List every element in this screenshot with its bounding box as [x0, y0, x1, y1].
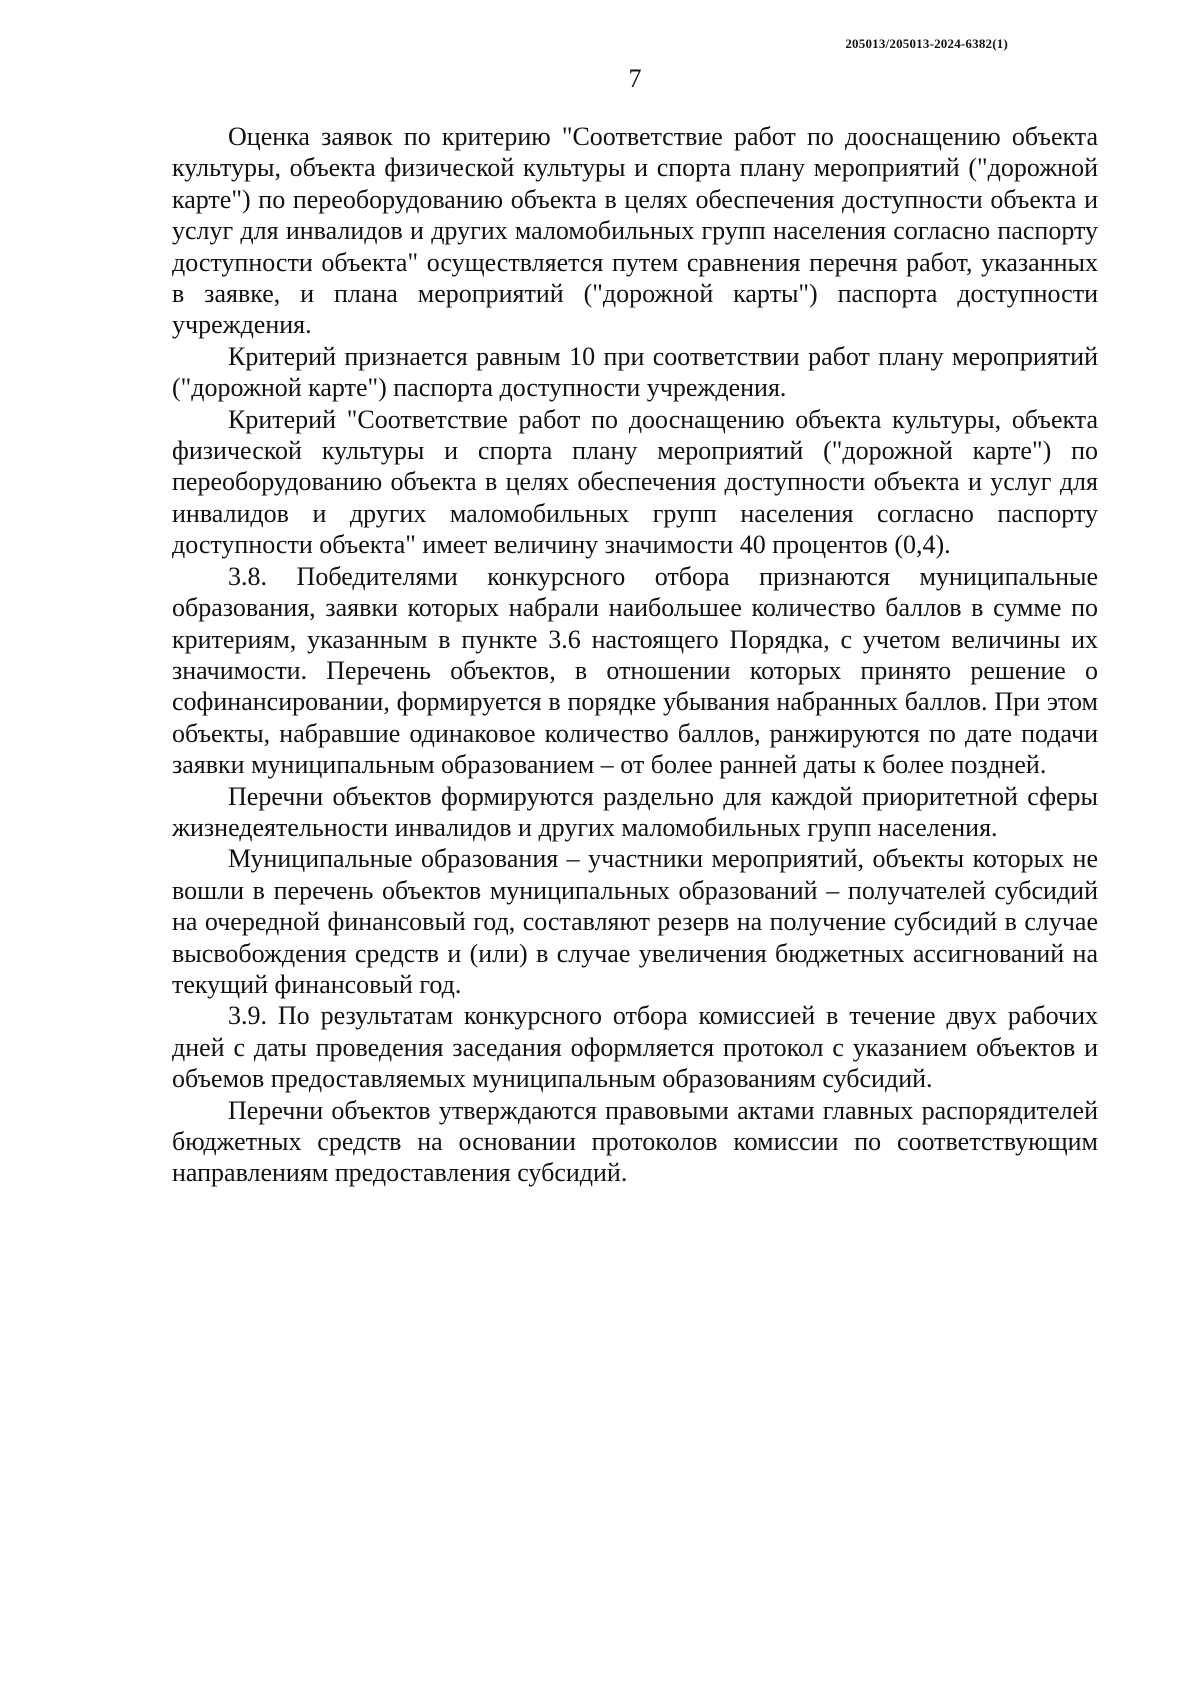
- paragraph-criterion-weight: Критерий "Соответствие работ по дооснащению объекта культуры, объекта физической культуры и спорта плану мероприятий ("дорожной карте") по переоборудованию объекта в целях обеспечения доступности объекта и услуг для инвалидов и других маломобильных групп населения согласно паспорту доступности объекта" имеет величину значимости 40 процентов (0,4).: [172, 404, 1098, 560]
- paragraph-criterion-value: Критерий признается равным 10 при соответствии работ плану мероприятий ("дорожной карте") паспорта доступности учреждения.: [172, 341, 1098, 403]
- paragraph-criterion-assessment: Оценка заявок по критерию "Соответствие работ по дооснащению объекта культуры, объекта физической культуры и спорта плану мероприятий ("дорожной карте") по переоборудованию объекта в целях обеспечения доступности объекта и услуг для инвалидов и других маломобильных групп населения согласно паспорту доступности объекта" осуществляется путем сравнения перечня работ, указанных в заявке, и плана мероприятий ("дорожной карты") паспорта доступности учреждения.: [172, 122, 1098, 340]
- paragraph-reserve: Муниципальные образования – участники мероприятий, объекты которых не вошли в перечень объектов муниципальных образований – получателей субсидий на очередной финансовый год, составляют резерв на получение субсидий в случае высвобождения средств и (или) в случае увеличения бюджетных ассигнований на текущий финансовый год.: [172, 844, 1098, 999]
- document-id: 205013/205013-2024-6382(1): [845, 36, 1008, 51]
- paragraph-section-3-8: 3.8. Победителями конкурсного отбора признаются муниципальные образования, заявки которых набрали наибольшее количество баллов в сумме по критериям, указанным в пункте 3.6 настоящего Порядка, с учетом величины их значимости. Перечень объектов, в отношении которых принято решение о софинансировании, формируется в порядке убывания набранных баллов. При этом объекты, набравшие одинаковое количество баллов, ранжируются по дате подачи заявки муниципальным образованием – от более ранней даты к более поздней.: [172, 561, 1098, 780]
- paragraph-approval: Перечни объектов утверждаются правовыми актами главных распорядителей бюджетных средств на основании протоколов комиссии по соответствующим направлениям предоставления субсидий.: [172, 1095, 1098, 1188]
- page-number: 7: [628, 64, 642, 93]
- document-body: [172, 121, 1098, 1189]
- paragraph-object-lists: Перечни объектов формируются раздельно для каждой приоритетной сферы жизнедеятельности инвалидов и других маломобильных групп населения.: [172, 781, 1098, 842]
- paragraph-section-3-9: 3.9. По результатам конкурсного отбора комиссией в течение двух рабочих дней с даты проведения заседания оформляется протокол с указанием объектов и объемов предоставляемых муниципальным образованиям субсидий.: [172, 1001, 1098, 1094]
